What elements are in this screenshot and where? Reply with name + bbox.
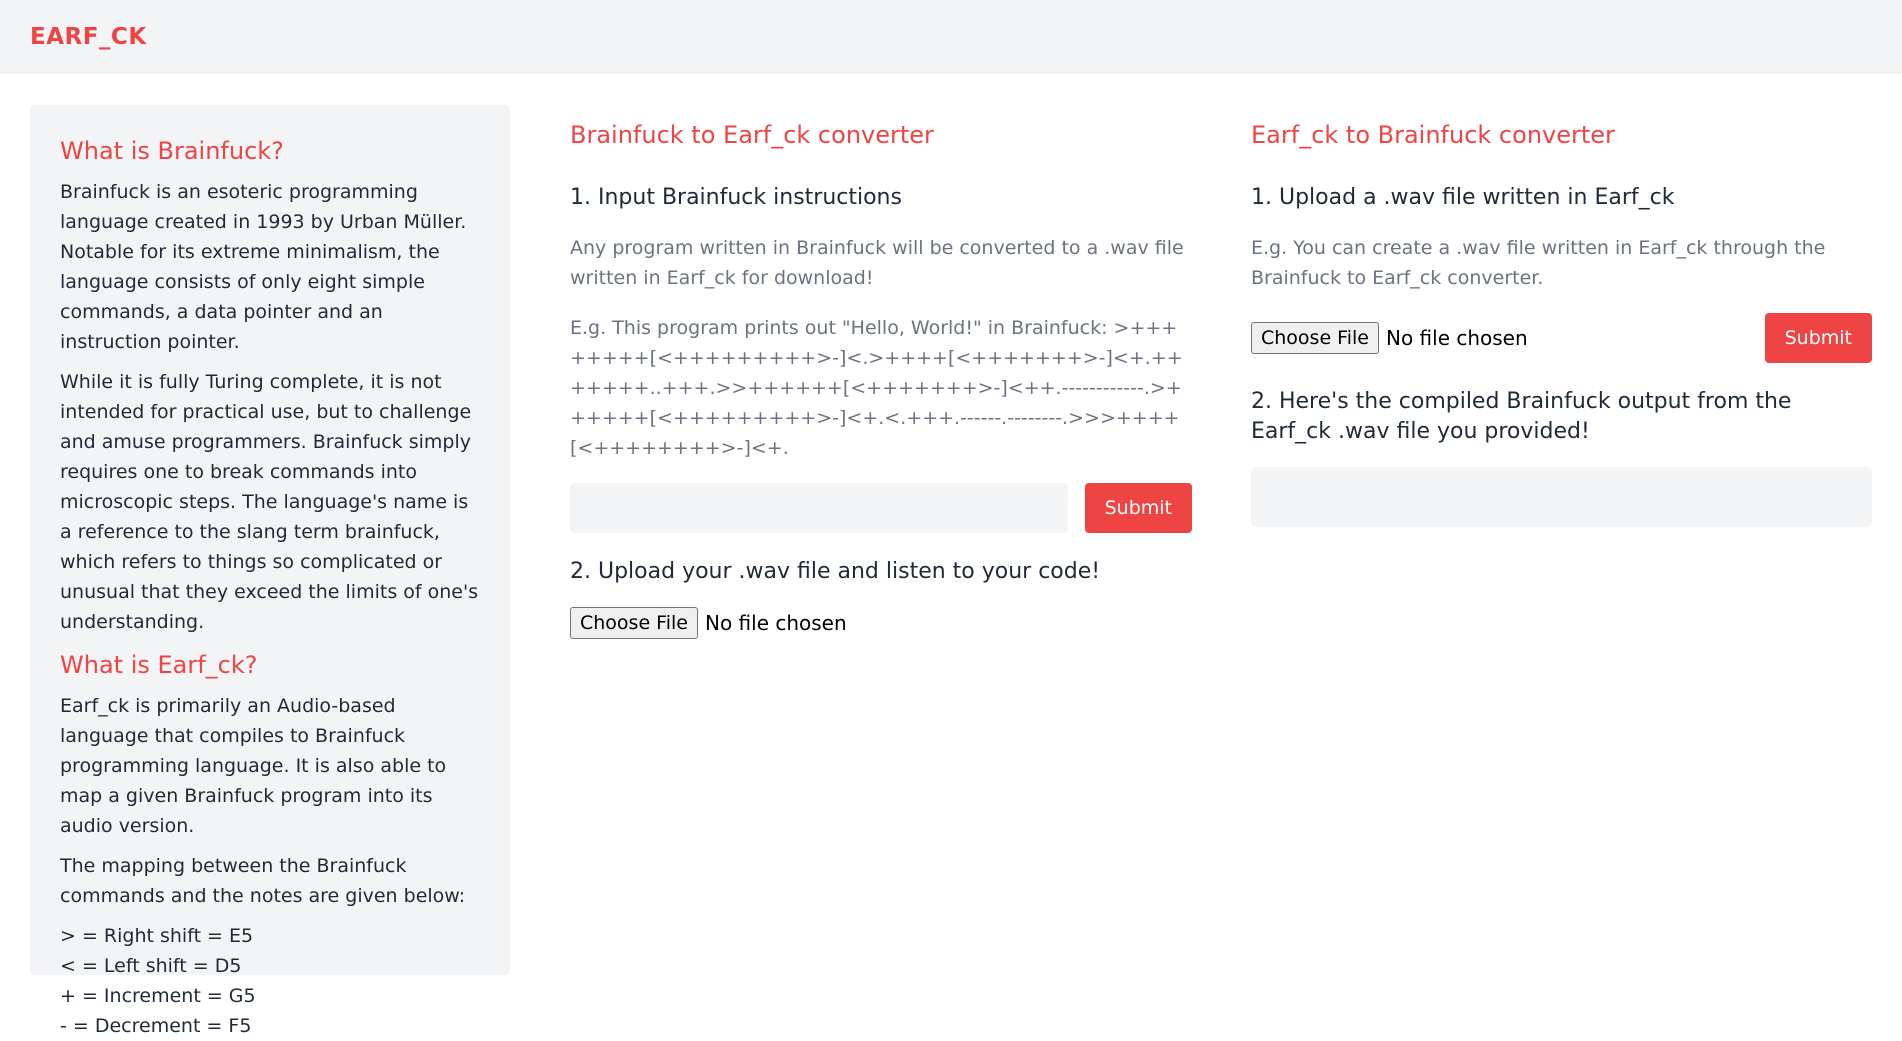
file-status-label: No file chosen [704,611,847,635]
ef-submit-button[interactable]: Submit [1765,313,1872,363]
file-status-label: No file chosen [1385,326,1528,350]
earfck-to-bf-section [1251,105,1872,527]
earfck-paragraph-1: Earf_ck is primarily an Audio-based language that compiles to Brainfuck programming language. It is also able to map a given Brainfuck program into its audio version. [60,695,447,837]
bf-input-step-heading: 1. Input Brainfuck instructions [570,185,902,210]
bf-submit-button[interactable]: Submit [1085,483,1192,533]
choose-file-button[interactable]: Choose File [1251,322,1379,354]
mapping-item: < = Left shift = D5 [60,955,242,977]
mapping-item: > = Right shift = E5 [60,925,254,947]
wav-upload-file-picker [1251,322,1528,354]
mapping-item: + = Increment = G5 [60,985,256,1007]
brand-logo[interactable]: EARF_CK [30,24,147,50]
wav-listen-file-picker [570,607,1192,639]
ef-upload-row [1251,313,1872,363]
compiled-output-heading: 2. Here's the compiled Brainfuck output from the Earf_ck .wav file you provided! [1251,389,1792,444]
choose-file-button[interactable]: Choose File [570,607,698,639]
brainfuck-paragraph-2: While it is fully Turing complete, it is not intended for practical use, but to challenge and amuse programmers. Brainfuck simply requires one to break commands into microscopic steps. The language's name is a reference to the slang term brainfuck, which refers to things so complicated or unusual that they exceed the limits of one's understanding. [60,371,479,633]
info-sidebar [30,105,510,1037]
earfck-heading: What is Earf_ck? [60,651,258,679]
navbar [0,0,1902,74]
bf-example: E.g. This program prints out "Hello, World!" in Brainfuck: >++++++++[<+++++++++>-]<.>++++[<+++++++>-]<+.+++++++..+++.>>++++++[<+++++++>-]<++.------------.>++++++[<+++++++++>-]<+.<.+++.------.--------.>>>++++[<++++++++>-]<+. [570,317,1183,459]
brainfuck-paragraph-1: Brainfuck is an esoteric programming language created in 1993 by Urban Müller. Notable for its extreme minimalism, the language consists of only eight simple commands, a data pointer and an instruction pointer. [60,181,467,353]
wav-upload-step-heading: 1. Upload a .wav file written in Earf_ck [1251,185,1675,210]
bf-to-earfck-title: Brainfuck to Earf_ck converter [570,121,934,149]
earfck-paragraph-2: The mapping between the Brainfuck commands and the notes are given below: [60,855,466,907]
bf-description: Any program written in Brainfuck will be converted to a .wav file written in Earf_ck for download! [570,237,1184,289]
upload-listen-step-heading: 2. Upload your .wav file and listen to your code! [570,559,1101,584]
bf-to-earfck-section [570,105,1192,639]
earfck-to-bf-title: Earf_ck to Brainfuck converter [1251,121,1615,149]
main-content [0,74,1902,1037]
mapping-item: - = Decrement = F5 [60,1015,252,1037]
compiled-output-box [1251,467,1872,527]
brainfuck-heading: What is Brainfuck? [60,137,284,165]
bf-instructions-input[interactable] [570,483,1068,533]
bf-input-row [570,483,1192,533]
ef-description: E.g. You can create a .wav file written in Earf_ck through the Brainfuck to Earf_ck converter. [1251,237,1826,289]
mapping-list [60,921,480,1041]
